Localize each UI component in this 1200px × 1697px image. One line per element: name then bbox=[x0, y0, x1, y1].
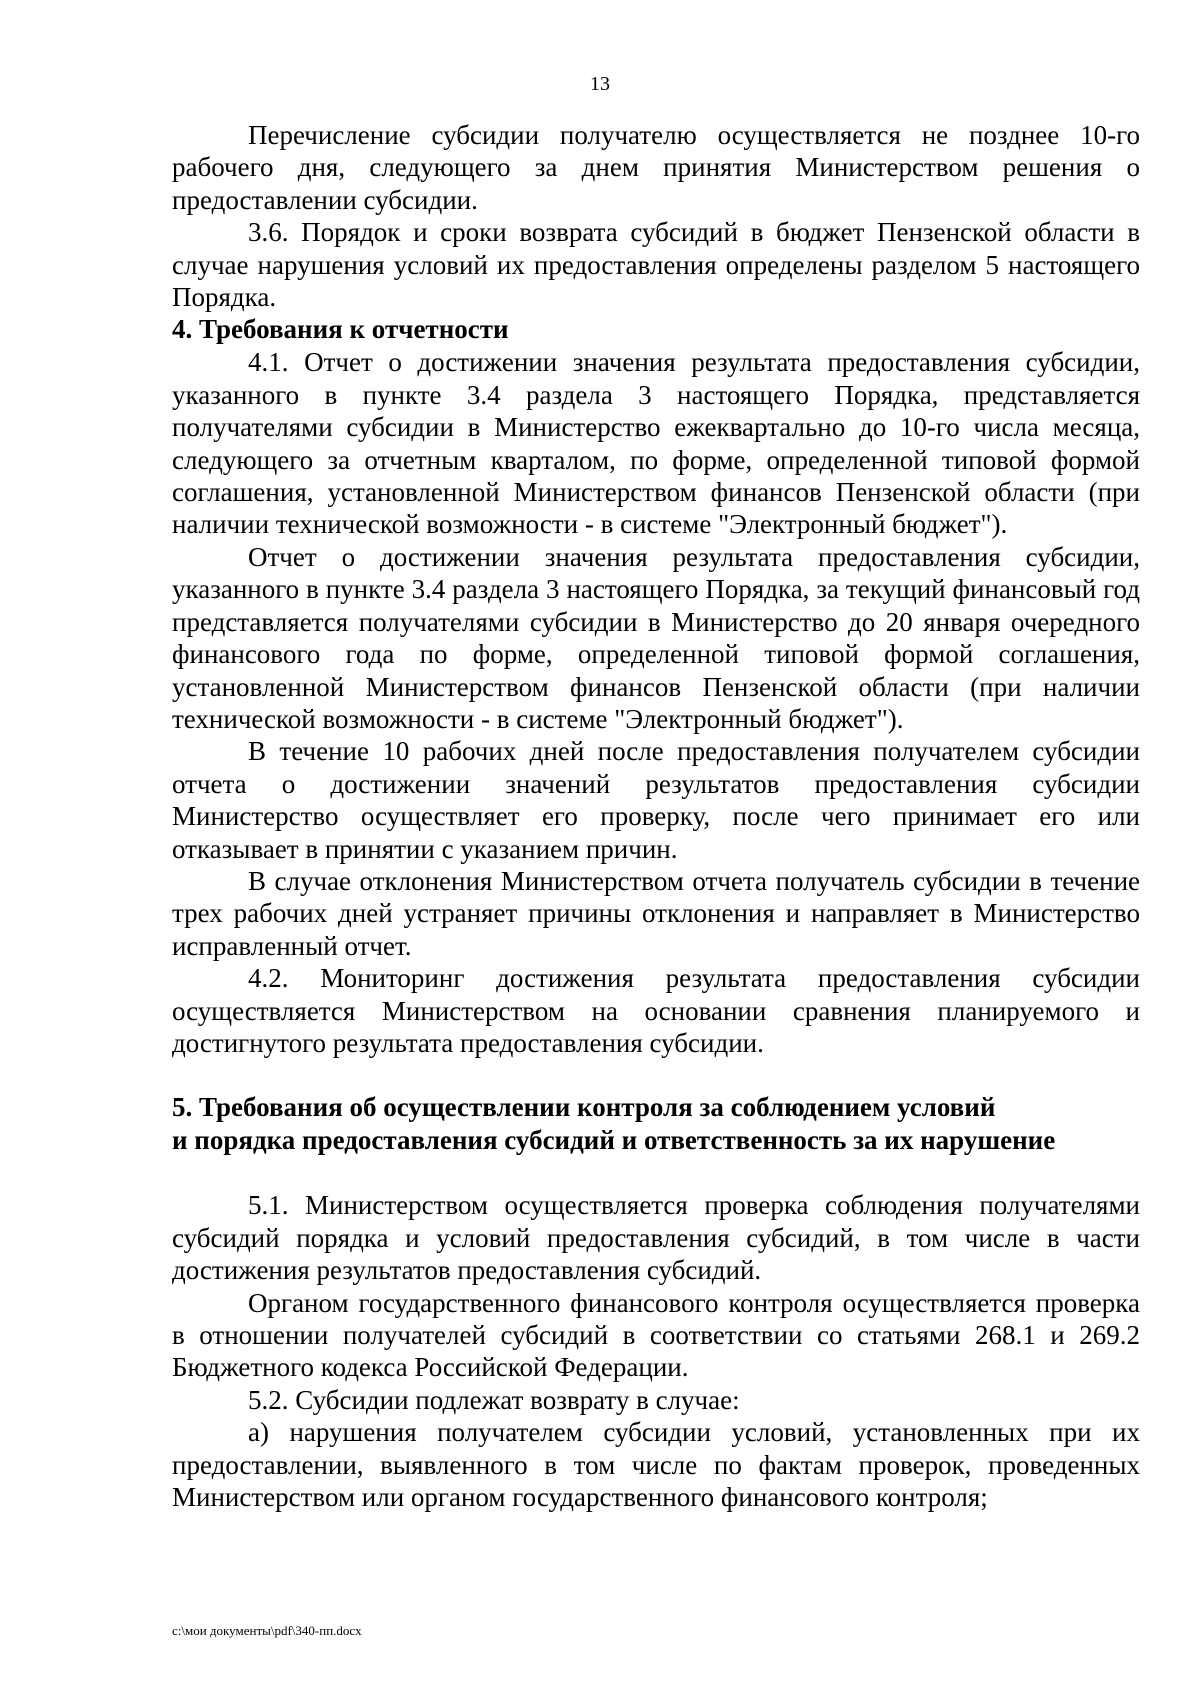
paragraph: Перечисление субсидии получателю осуществляется не позднее 10-го рабочего дня, следующего за днем принятия Министерством решения о предоставлении субсидии. bbox=[172, 120, 1140, 215]
paragraph: Отчет о достижении значения результата предоставления субсидии, указанного в пункте 3.4 раздела 3 настоящего Порядка, за текущий финансовый год представляется получателями субсидии в Министерство до 20 января очередного финансового года по форме, определенной типовой формой соглашения, установленной Министерством финансов Пензенской области (при наличии технической возможности - в системе "Электронный бюджет"). bbox=[172, 541, 1140, 734]
paragraph: 3.6. Порядок и сроки возврата субсидий в бюджет Пензенской области в случае нарушения условий их предоставления определены разделом 5 настоящего Порядка. bbox=[172, 217, 1140, 313]
paragraph: 5.1. Министерством осуществляется проверка соблюдения получателями субсидий порядка и условий предоставления субсидий, в том числе в части достижения результатов предоставления субсидий. bbox=[172, 1190, 1140, 1286]
section-4-heading: 4. Требования к отчетности bbox=[172, 314, 509, 345]
paragraph: 5.2. Субсидии подлежат возврату в случае: bbox=[248, 1384, 740, 1415]
document-body bbox=[172, 119, 1140, 1513]
file-path-footer: c:\мои документы\pdf\340-пп.docx bbox=[172, 1623, 362, 1638]
paragraph: а) нарушения получателем субсидии условий, установленных при их предоставлении, выявленного в том числе по фактам проверок, проведенных Министерством или органом государственного финансового контроля; bbox=[172, 1417, 1140, 1513]
paragraph: В случае отклонения Министерством отчета получатель субсидии в течение трех рабочих дней устраняет причины отклонения и направляет в Министерство исправленный отчет. bbox=[172, 865, 1140, 961]
section-5-heading-line-2: и порядка предоставления субсидий и ответственность за их нарушение bbox=[172, 1125, 1056, 1156]
paragraph: Органом государственного финансового контроля осуществляется проверка в отношении получателей субсидий в соответствии со статьями 268.1 и 269.2 Бюджетного кодекса Российской Федерации. bbox=[172, 1287, 1140, 1383]
section-5-heading bbox=[172, 1091, 1140, 1157]
paragraph: 4.1. Отчет о достижении значения результата предоставления субсидии, указанного в пункте 3.4 раздела 3 настоящего Порядка, представляется получателями субсидии в Министерство ежеквартально до 10-го числа месяца, следующего за отчетным кварталом, по форме, определенной типовой формой соглашения, установленной Министерством финансов Пензенской области (при наличии технической возможности - в системе "Электронный бюджет"). bbox=[172, 347, 1140, 540]
section-5-heading-line-1: 5. Требования об осуществлении контроля за соблюдением условий bbox=[172, 1092, 996, 1123]
paragraph: В течение 10 рабочих дней после предоставления получателем субсидии отчета о достижении значений результатов предоставления субсидии Министерство осуществляет его проверку, после чего принимает его или отказывает в принятии с указанием причин. bbox=[172, 736, 1140, 864]
page-number: 13 bbox=[590, 73, 610, 95]
paragraph: 4.2. Мониторинг достижения результата предоставления субсидии осуществляется Министерством на основании сравнения планируемого и достигнутого результата предоставления субсидии. bbox=[172, 963, 1140, 1058]
